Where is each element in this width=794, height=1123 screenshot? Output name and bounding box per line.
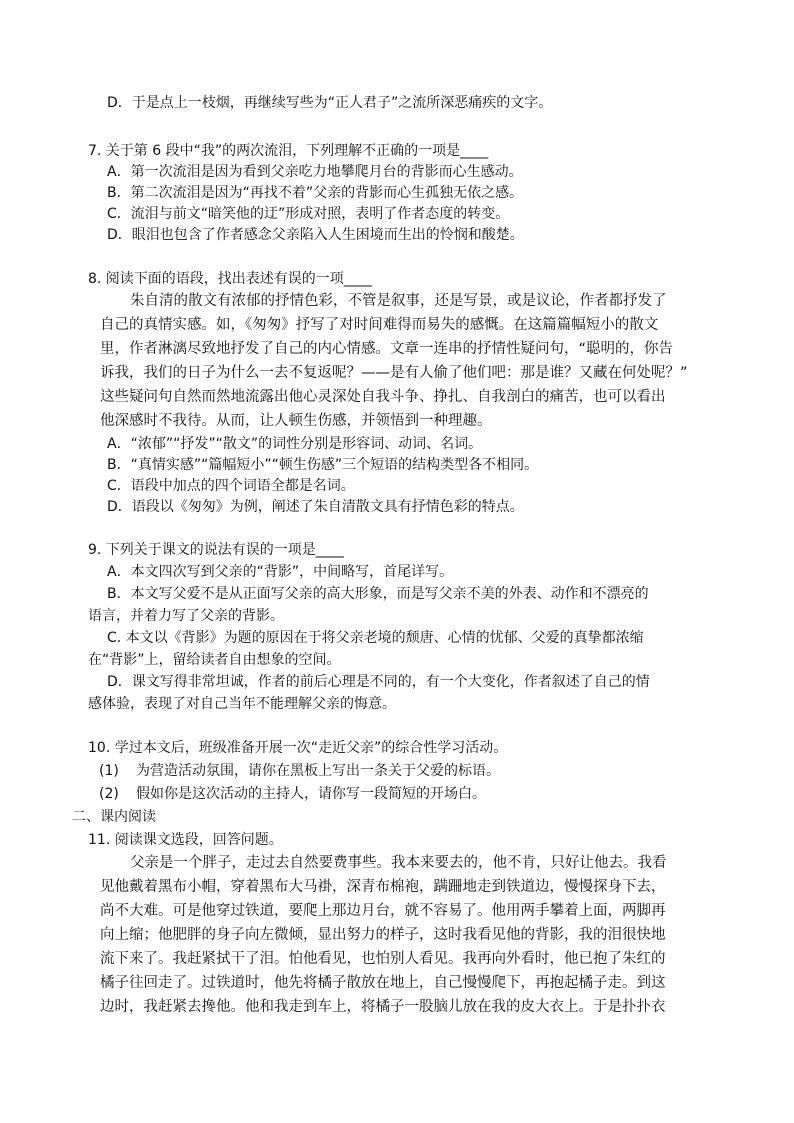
q11-passage-line: 向上缩；他肥胖的身子向左微倾，显出努力的样子，这时我看见他的背影，我的泪很快地: [100, 927, 666, 943]
q8-option-c: C．语段中加点的四个词语全都是名词。: [107, 478, 355, 494]
q7-option-a: A．第一次流泪是因为看到父亲吃力地攀爬月台的背影而心生感动。: [107, 164, 523, 180]
q10-item-number: (1): [99, 763, 119, 779]
q11-passage-line: 橘子往回走了。过铁道时，他先将橘子散放在地上，自己慢慢爬下，再抱起橘子走。到这: [100, 975, 666, 991]
section-heading: 二、课内阅读: [72, 809, 156, 825]
q8-passage-line: 自己的真情实感。如，《匆匆》抒写了对时间难得而易失的感慨。在这篇篇幅短小的散文: [100, 317, 659, 333]
q9-option-c-cont: 在“背影”上，留给读者自由想象的空间。: [88, 652, 341, 668]
q9-option-d-cont: 感体验，表现了对自己当年不能理解父亲的悔意。: [88, 696, 396, 712]
q10-title: 10. 学过本文后，班级准备开展一次“走近父亲”的综合性学习活动。: [88, 740, 508, 756]
q8-passage-line: 里，作者淋漓尽致地抒发了自己的内心情感。文章一连串的抒情性疑问句，“聪明的，你告: [100, 341, 674, 357]
q8-passage-line: 他深感时不我待。从而，让人顿生伤感，并领悟到一种理趣。: [100, 413, 492, 429]
q11-passage-line: 尚不大难。可是他穿过铁道，要爬上那边月台，就不容易了。他用两手攀着上面，两脚再: [100, 903, 666, 919]
q9-option-c: C. 本文以《背影》为题的原因在于将父亲老境的颓唐、心情的忧郁、父爱的真挚都浓缩: [107, 630, 644, 646]
q8-passage-line: 朱自清的散文有浓郁的抒情色彩，不管是叙事，还是写景，或是议论，作者都抒发了: [130, 293, 667, 309]
q8-option-a: A．“浓郁”“抒发”“散文”的词性分别是形容词、动词、名词。: [107, 436, 483, 452]
q8-title: 8. 阅读下面的语段，找出表述有误的一项____: [88, 271, 372, 287]
q9-title: 9. 下列关于课文的说法有误的一项是____: [88, 542, 344, 558]
q11-passage-line: 见他戴着黑布小帽，穿着黑布大马褂，深青布棉袍，蹒跚地走到铁道边，慢慢探身下去，: [100, 879, 666, 895]
q10-item-text: 为营造活动氛围，请你在黑板上写出一条关于父爱的标语。: [136, 763, 500, 779]
q6-option-d: D．于是点上一枝烟，再继续写些为“正人君子”之流所深恶痛疾的文字。: [107, 95, 553, 111]
q11-passage-line: 流下来了。我赶紧拭干了泪。怕他看见，也怕别人看见。我再向外看时，他已抱了朱红的: [100, 951, 666, 967]
q8-option-b: B．“真情实感”“篇幅短小”“顿生伤感”三个短语的结构类型各不相同。: [107, 457, 539, 473]
q11-passage-line: 边时，我赶紧去搀他。他和我走到车上，将橘子一股脑儿放在我的皮大衣上。于是扑扑衣: [100, 999, 666, 1015]
q9-option-a: A．本文四次写到父亲的“背影”，中间略写，首尾详写。: [107, 564, 454, 580]
q7-option-b: B．第二次流泪是因为“再找不着”父亲的背影而心生孤独无依之感。: [107, 185, 524, 201]
q9-option-d: D．课文写得非常坦诚，作者的前后心理是不同的，有一个大变化，作者叙述了自己的情: [107, 674, 650, 690]
q11-passage-line: 父亲是一个胖子，走过去自然要费事些。我本来要去的，他不肯，只好让他去。我看: [130, 855, 667, 871]
q7-option-d: D．眼泪也包含了作者感念父亲陷入人生困境而生出的怜悯和酸楚。: [107, 227, 524, 243]
q8-passage-line: 诉我，我们的日子为什么一去不复返呢？——是有人偷了他们吧：那是谁？又藏在何处呢？”: [100, 365, 688, 381]
q9-option-b-cont: 语言，并着力写了父亲的背影。: [88, 608, 284, 624]
q7-option-c: C．流泪与前文“暗笑他的迂”形成对照，表明了作者态度的转变。: [107, 206, 510, 222]
q10-item-number: (2): [99, 786, 119, 802]
q10-item-text: 假如你是这次活动的主持人，请你写一段简短的开场白。: [136, 786, 486, 802]
q9-option-b: B．本文写父爱不是从正面写父亲的高大形象，而是写父亲不美的外表、动作和不漂亮的: [107, 586, 649, 602]
q7-title: 7. 关于第 6 段中“我”的两次流泪，下列理解不正确的一项是____: [88, 143, 489, 159]
q8-passage-line: 这些疑问句自然而然地流露出他心灵深处自我斗争、挣扎、自我剖白的痛苦，也可以看出: [100, 389, 666, 405]
q8-option-d: D．语段以《匆匆》为例，阐述了朱自清散文具有抒情色彩的特点。: [107, 499, 524, 515]
q11-title: 11. 阅读课文选段，回答问题。: [88, 832, 283, 848]
